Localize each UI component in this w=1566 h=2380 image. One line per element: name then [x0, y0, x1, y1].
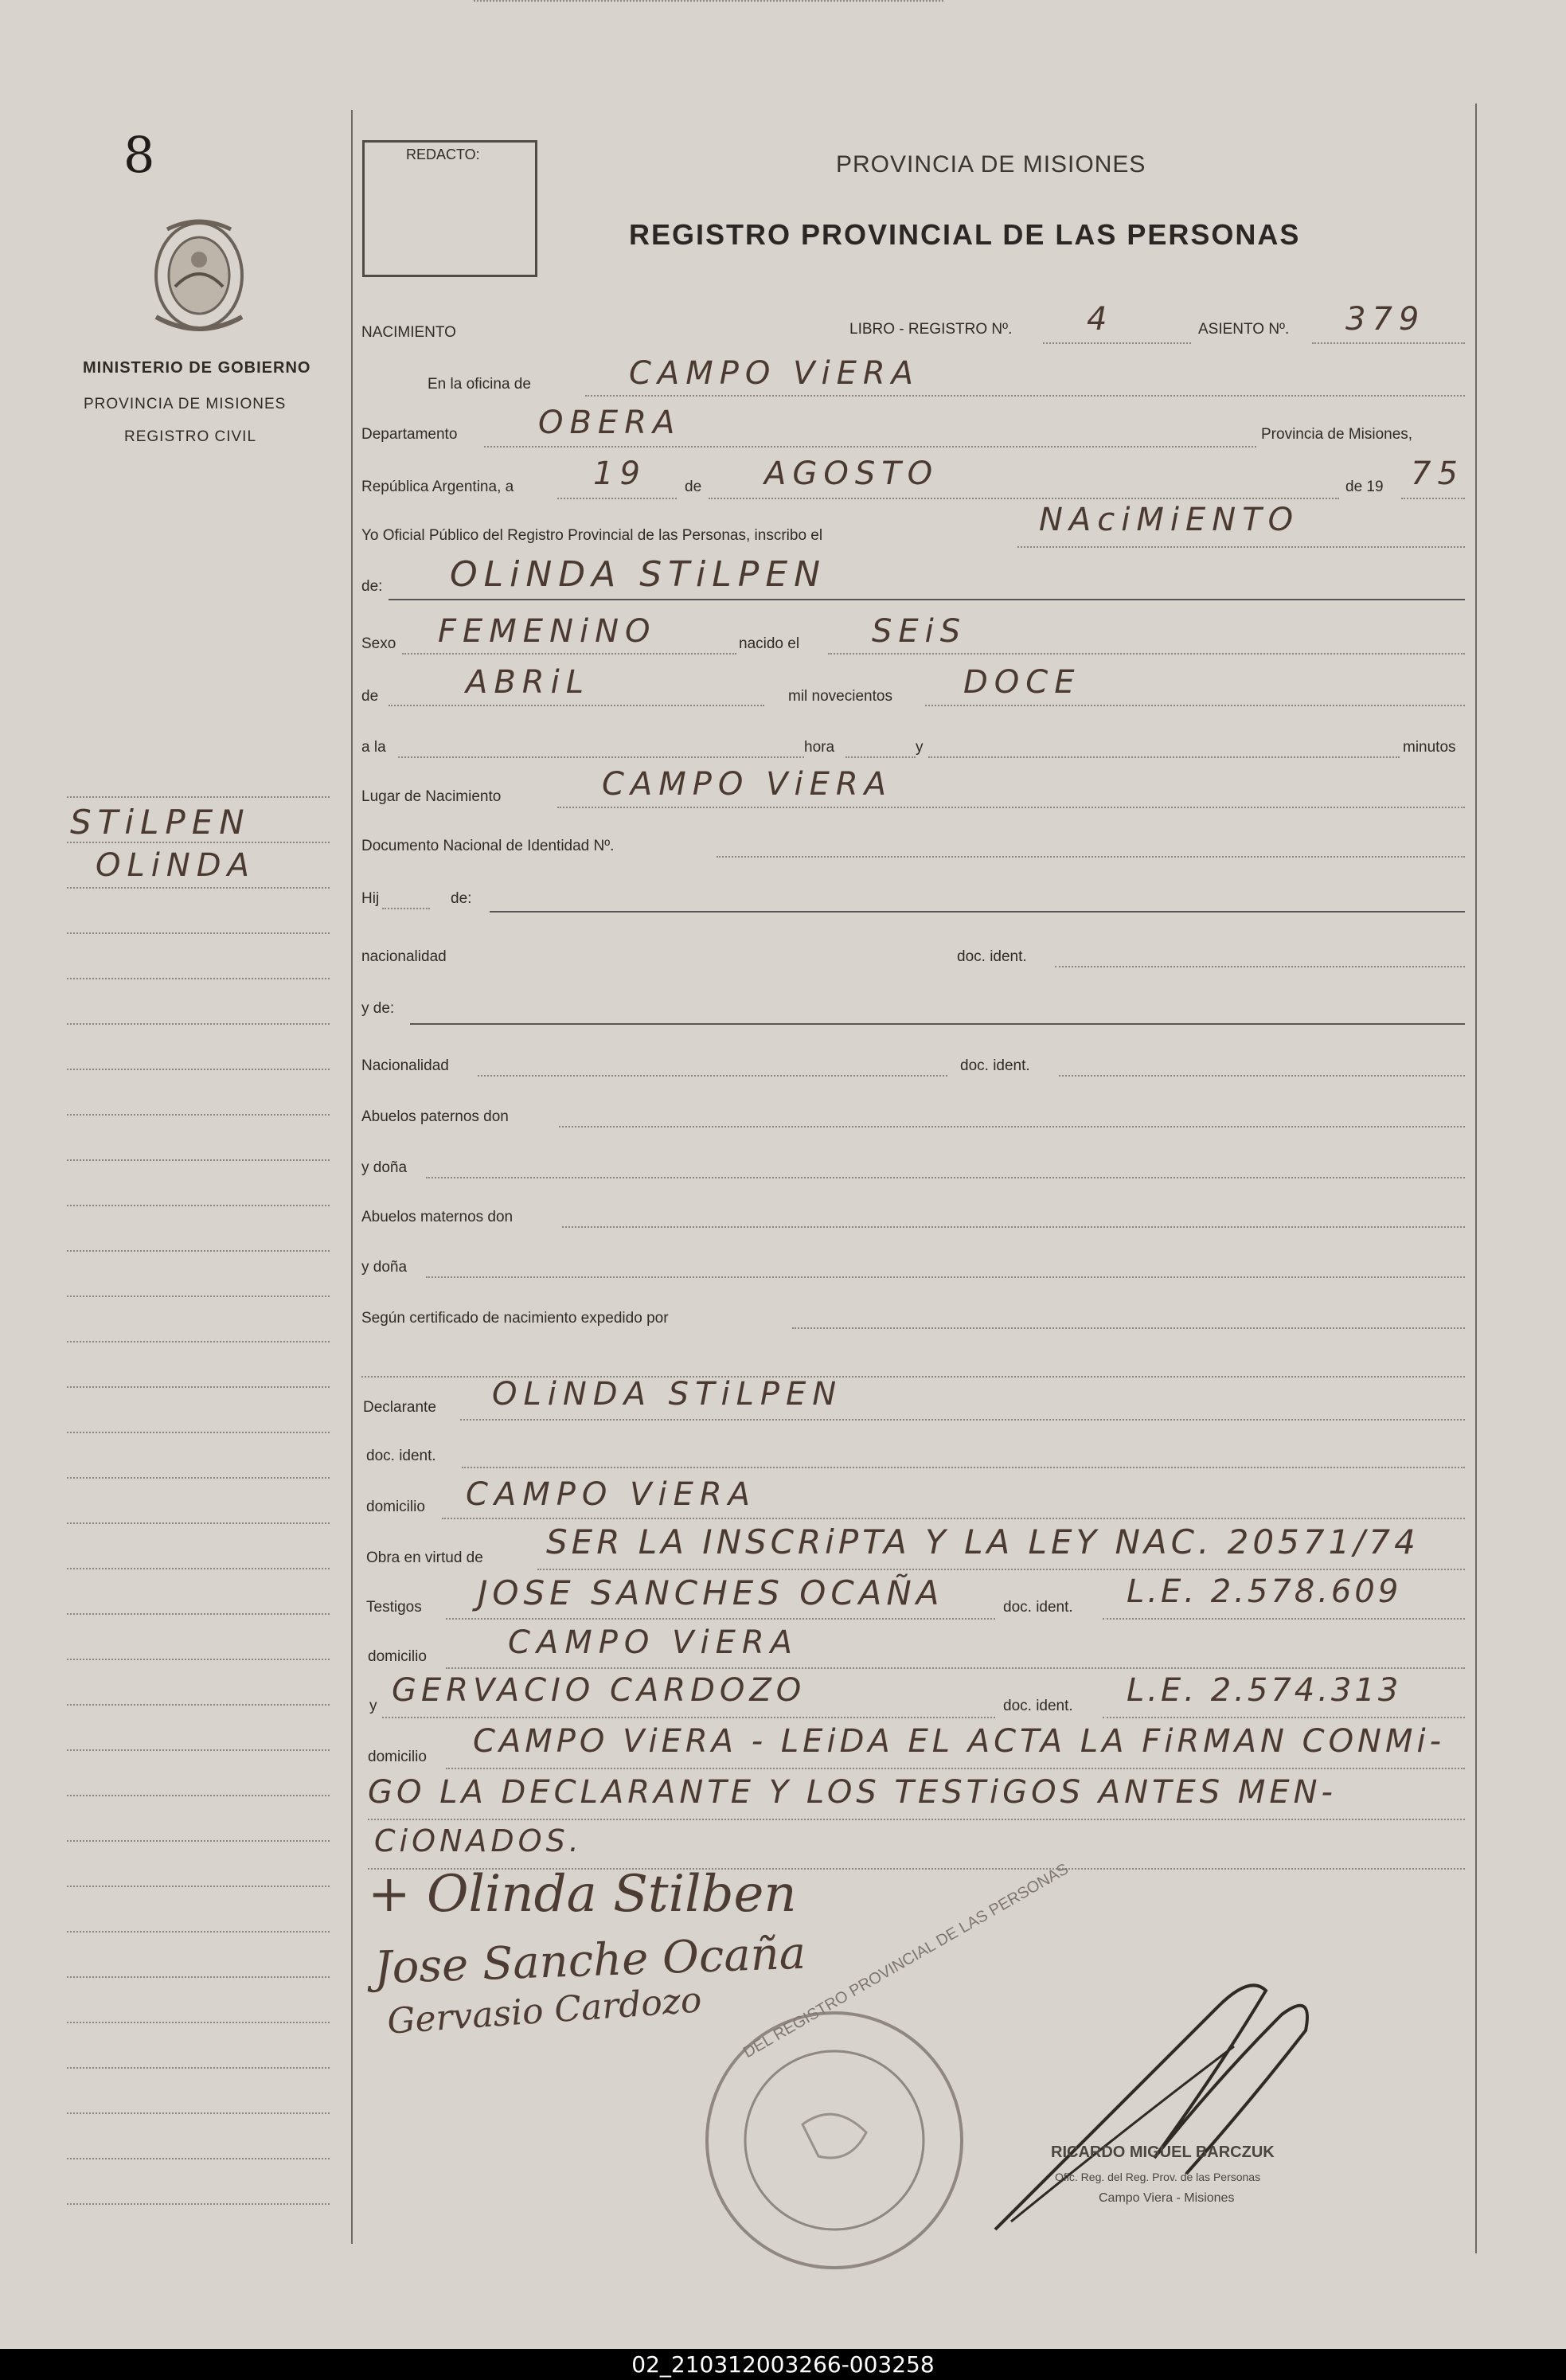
anio-nac-value: DOCE [963, 664, 1081, 701]
left-margin-line [67, 1522, 330, 1524]
left-margin-line [67, 932, 330, 934]
left-margin-line [67, 1704, 330, 1706]
abuelos-paternos-label: Abuelos paternos don [361, 1108, 509, 1125]
anio-line [1401, 498, 1465, 499]
left-margin-line [67, 796, 330, 798]
dom-line1-value: CAMPO ViERA - LEiDA EL ACTA LA FiRMAN CONMi- [473, 1723, 1446, 1760]
hij-label: Hij [361, 890, 380, 907]
doc-ident2-line [1059, 1075, 1465, 1077]
image-code-footer: 02_210312003266-003258 [0, 2349, 1566, 2380]
declarante-label: Declarante [363, 1399, 436, 1416]
mil-label: mil novecientos [788, 688, 892, 705]
obra-label: Obra en virtud de [366, 1550, 483, 1566]
dia-line [557, 498, 677, 499]
departamento-value: OBERA [538, 404, 681, 441]
ala-label: a la [361, 739, 386, 756]
doc-ident-line [1055, 966, 1465, 967]
hora-label: hora [804, 739, 835, 756]
mes-line [709, 498, 1339, 499]
signature-testigo1: Jose Sanche Ocaña [373, 1927, 807, 1995]
left-margin-line [67, 1023, 330, 1025]
nacionalidad-label: nacionalidad [361, 948, 447, 965]
registry-title: REGISTRO PROVINCIAL DE LAS PERSONAS [629, 218, 1301, 251]
left-margin-line [67, 1114, 330, 1116]
y-de-label: y de: [361, 1000, 395, 1017]
declarante-value: OLiNDA STiLPEN [492, 1376, 843, 1413]
redacto-label: REDACTO: [406, 147, 480, 162]
left-province-label: PROVINCIA DE MISIONES [84, 396, 287, 412]
coat-of-arms-icon [143, 213, 255, 339]
left-margin-line [67, 1477, 330, 1479]
domicilio-line [442, 1518, 1465, 1519]
page-number: 8 [123, 126, 155, 184]
y-de-line [410, 1023, 1465, 1025]
obra-value: SER LA INSCRiPTA Y LA LEY NAC. 20571/74 [546, 1522, 1420, 1561]
y-dona2-line [426, 1276, 1465, 1278]
libro-line [1043, 342, 1191, 344]
left-margin-line [67, 1976, 330, 1978]
left-margin-line [67, 2067, 330, 2069]
left-margin-line [67, 1659, 330, 1660]
de2-label: de [361, 688, 379, 705]
segun-line [792, 1327, 1465, 1329]
testigo2-doc-line [1103, 1717, 1465, 1718]
oficina-label: En la oficina de [428, 376, 531, 393]
domicilio2-label: domicilio [368, 1648, 427, 1665]
doc-ident3-label: doc. ident. [366, 1448, 436, 1464]
nacido-label: nacido el [739, 635, 800, 652]
margin-name: OLiNDA [96, 847, 256, 884]
de-colon-label: de: [361, 578, 383, 595]
testigo2-doc-value: L.E. 2.574.313 [1127, 1672, 1402, 1709]
mes-nac-value: ABRiL [466, 664, 590, 701]
hij-de-line [490, 911, 1465, 913]
sexo-label: Sexo [361, 635, 396, 652]
asiento-line [1312, 342, 1465, 344]
testigo2-line [382, 1717, 995, 1718]
y-dona-label: y doña [361, 1159, 408, 1176]
left-margin-line [67, 1568, 330, 1569]
testigo1-value: JOSE SANCHES OCAÑA [478, 1573, 944, 1612]
signature-declarante: + Olinda Stilben [368, 1865, 797, 1924]
dom-line2-value: GO LA DECLARANTE Y LOS TESTiGOS ANTES MEN- [368, 1774, 1337, 1811]
lugar-line [557, 807, 1465, 808]
libro-value: 4 [1087, 301, 1114, 338]
declarante-line [460, 1419, 1465, 1421]
right-border-line [1475, 104, 1477, 2253]
acto-line [1017, 546, 1465, 548]
left-margin-line [67, 1205, 330, 1206]
province-title: PROVINCIA DE MISIONES [836, 151, 1146, 178]
continuation-line1 [368, 1819, 1465, 1820]
nacimiento-label: NACIMIENTO [361, 324, 456, 341]
domicilio-value: CAMPO ViERA [466, 1476, 757, 1513]
stamp-role: Ofic. Reg. del Reg. Prov. de las Personas [1055, 2171, 1261, 2183]
testigo1-doc-line [1103, 1618, 1465, 1620]
left-margin-line [67, 978, 330, 979]
mes-nac-line [389, 705, 764, 706]
doc-ident2-label: doc. ident. [960, 1057, 1030, 1074]
minutos-label: minutos [1403, 739, 1456, 756]
documento-line [717, 856, 1465, 858]
asiento-label: ASIENTO Nº. [1198, 321, 1290, 338]
left-margin-line [67, 1749, 330, 1751]
nacionalidad2-line [478, 1075, 947, 1077]
doc-ident4-label: doc. ident. [1003, 1599, 1073, 1616]
left-margin-line [67, 1159, 330, 1161]
stamp-name: RICARDO MIGUEL BARCZUK [1051, 2144, 1275, 2161]
doc-ident5-label: doc. ident. [1003, 1698, 1073, 1714]
registry-label: REGISTRO CIVIL [124, 428, 257, 445]
anio-value: 75 [1411, 455, 1464, 492]
min-line [928, 756, 1400, 758]
nombre-line [389, 599, 1465, 600]
nacido-line [828, 653, 1465, 655]
margin-surname: STiLPEN [70, 803, 251, 842]
hora-line [845, 756, 916, 758]
domicilio3-line [446, 1768, 1465, 1769]
left-margin-line [67, 2158, 330, 2159]
nacionalidad2-label: Nacionalidad [361, 1057, 449, 1074]
hij-line [382, 908, 430, 909]
acto-value: NAciMiENTO [1039, 502, 1300, 538]
left-margin-line [67, 1840, 330, 1842]
y-label: y [916, 739, 924, 756]
testigo1-doc-value: L.E. 2.578.609 [1127, 1573, 1402, 1610]
lugar-value: CAMPO ViERA [602, 766, 893, 803]
left-margin-line [67, 887, 330, 889]
left-margin-line [67, 1296, 330, 1297]
y2-label: y [369, 1698, 377, 1714]
de19-label: de 19 [1345, 479, 1384, 495]
stamp-place: Campo Viera - Misiones [1099, 2191, 1235, 2205]
hij-de-label: de: [451, 890, 472, 907]
departamento-line [484, 446, 1256, 447]
abuelos-paternos-line [559, 1126, 1465, 1127]
left-margin-line [67, 2203, 330, 2205]
documento-label: Documento Nacional de Identidad Nº. [361, 838, 615, 854]
lugar-label: Lugar de Nacimiento [361, 788, 502, 805]
segun-label: Según certificado de nacimiento expedido por [361, 1310, 669, 1327]
abuelos-maternos-line [562, 1226, 1465, 1228]
domicilio2-line [446, 1667, 1465, 1669]
testigo1-line [446, 1618, 995, 1620]
obra-line [537, 1569, 1465, 1570]
left-margin-line [67, 1250, 330, 1252]
testigos-label: Testigos [366, 1599, 422, 1616]
left-border-line [351, 110, 353, 2244]
left-margin-line [67, 1613, 330, 1615]
mes-value: AGOSTO [764, 455, 939, 492]
oficina-line [585, 395, 1465, 397]
dia-value: 19 [593, 455, 646, 492]
asiento-value: 379 [1345, 301, 1426, 338]
left-margin-line [67, 1886, 330, 1887]
nacido-value: SEiS [872, 613, 967, 650]
left-margin-line [67, 842, 330, 843]
left-margin-line [67, 1795, 330, 1796]
oficina-value: CAMPO ViERA [629, 355, 920, 392]
left-margin-line [67, 1432, 330, 1433]
republica-label: República Argentina, a [361, 479, 514, 495]
departamento-label: Departamento [361, 426, 458, 443]
provincia-label: Provincia de Misiones, [1261, 426, 1413, 443]
sexo-line [402, 653, 736, 655]
y-dona2-label: y doña [361, 1259, 408, 1276]
signature-testigo2: Gervasio Cardozo [385, 1979, 703, 2042]
left-margin-line [67, 1069, 330, 1070]
ala-line [398, 756, 804, 758]
oficial-label: Yo Oficial Público del Registro Provincial de las Personas, inscribo el [361, 527, 823, 544]
left-margin-line [67, 1931, 330, 1933]
y-dona-line [426, 1177, 1465, 1178]
ministry-label: MINISTERIO DE GOBIERNO [83, 359, 311, 377]
testigo2-value: GERVACIO CARDOZO [392, 1672, 806, 1709]
anio-nac-line [925, 705, 1465, 706]
left-margin-line [67, 1341, 330, 1342]
testigo1-dom-value: CAMPO ViERA [508, 1624, 799, 1661]
left-margin-line [67, 2112, 330, 2114]
sexo-value: FEMENiNO [438, 613, 657, 650]
seal-text: DEL REGISTRO PROVINCIAL DE LAS PERSONAS [740, 1860, 1072, 2062]
libro-label: LIBRO - REGISTRO Nº. [849, 321, 1013, 338]
nombre-value: OLiNDA STiLPEN [450, 554, 827, 595]
registry-seal-icon [699, 2005, 970, 2276]
left-margin-line [67, 2022, 330, 2023]
doc-ident-label: doc. ident. [957, 948, 1027, 965]
dom-line3-value: CiONADOS. [374, 1823, 583, 1858]
left-margin-line [67, 1386, 330, 1388]
doc-ident3-line [462, 1467, 1465, 1468]
de-label: de [685, 479, 702, 495]
domicilio3-label: domicilio [368, 1749, 427, 1765]
nacionalidad-line [474, 0, 943, 2]
abuelos-maternos-label: Abuelos maternos don [361, 1209, 514, 1225]
domicilio-label: domicilio [366, 1499, 425, 1515]
